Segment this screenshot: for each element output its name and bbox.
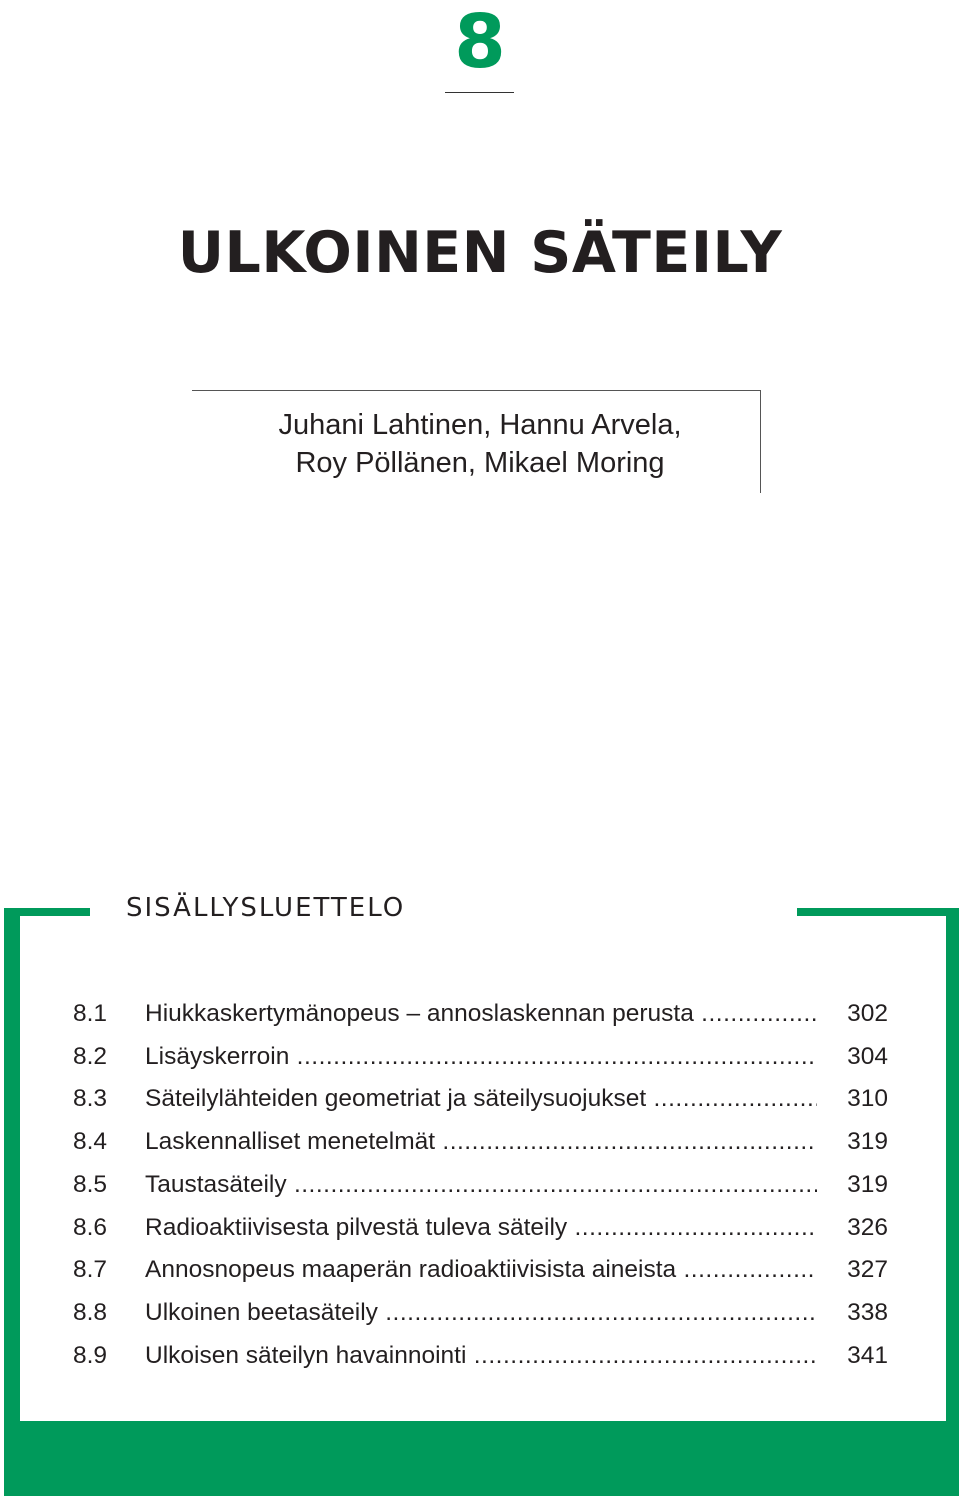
toc-entry-title: Taustasäteily ..... — [145, 1165, 817, 1205]
toc-entry-title: Säteilylähteiden geometriat ja säteilysuojukset ..... — [145, 1079, 817, 1119]
toc-entry-page: 310 — [847, 1085, 888, 1113]
toc-entry-number: 8.2 — [73, 1042, 108, 1070]
toc-entry-page: 338 — [847, 1298, 888, 1326]
toc-entry-8-5[interactable] — [0, 1165, 960, 1205]
toc-entry-title: Ulkoisen säteilyn havainnointi ..... — [145, 1336, 817, 1376]
chapter-number-rule — [445, 92, 514, 93]
toc-entry-number: 8.6 — [73, 1213, 108, 1241]
toc-entry-number: 8.8 — [73, 1298, 108, 1326]
toc-entry-number: 8.7 — [73, 1256, 108, 1284]
toc-entry-number: 8.4 — [73, 1128, 108, 1156]
authors-line-2: Roy Pöllänen, Mikael Moring — [295, 447, 665, 479]
toc-entry-page: 302 — [847, 1000, 888, 1027]
chapter-number: 8 — [454, 0, 506, 85]
toc-entry-number: 8.3 — [73, 1085, 108, 1113]
toc-entry-page: 319 — [847, 1128, 888, 1156]
toc-entry-8-7[interactable] — [0, 1250, 960, 1290]
toc-entry-number: 8.5 — [73, 1170, 108, 1198]
toc-entry-title: Radioaktiivisesta pilvestä tuleva säteily ..... — [145, 1208, 817, 1248]
toc-entry-8-4[interactable] — [0, 1122, 960, 1162]
toc-entry-8-9[interactable] — [0, 1336, 960, 1376]
toc-entry-title: Annosnopeus maaperän radioaktiivisista aineista ..... — [145, 1250, 817, 1290]
toc-heading: SISÄLLYSLUETTELO — [126, 893, 406, 923]
toc-entry-page: 327 — [847, 1256, 888, 1284]
authors-line-1: Juhani Lahtinen, Hannu Arvela, — [278, 409, 682, 441]
toc-entry-8-2[interactable] — [0, 1037, 960, 1077]
toc-entry-8-1[interactable] — [0, 994, 960, 1034]
toc-entry-8-6[interactable] — [0, 1208, 960, 1248]
toc-entry-number: 8.9 — [73, 1341, 108, 1369]
toc-entry-8-3[interactable] — [0, 1079, 960, 1119]
toc-entry-page: 326 — [847, 1213, 888, 1241]
toc-entry-title: Ulkoinen beetasäteily ..... — [145, 1293, 817, 1333]
authors — [0, 406, 960, 482]
toc-entry-8-8[interactable] — [0, 1293, 960, 1333]
toc-entry-page: 304 — [847, 1042, 888, 1070]
toc-entry-page: 319 — [847, 1170, 888, 1198]
toc-entry-title: Hiukkaskertymänopeus – annoslaskennan perusta ..... — [145, 994, 817, 1034]
toc-entry-title: Laskennalliset menetelmät ..... — [145, 1122, 817, 1162]
toc-entry-title: Lisäyskerroin ..... — [145, 1037, 817, 1077]
toc-entry-number: 8.1 — [73, 1000, 108, 1027]
toc-entry-page: 341 — [847, 1341, 888, 1369]
chapter-title: ULKOINEN SÄTEILY — [177, 220, 783, 286]
